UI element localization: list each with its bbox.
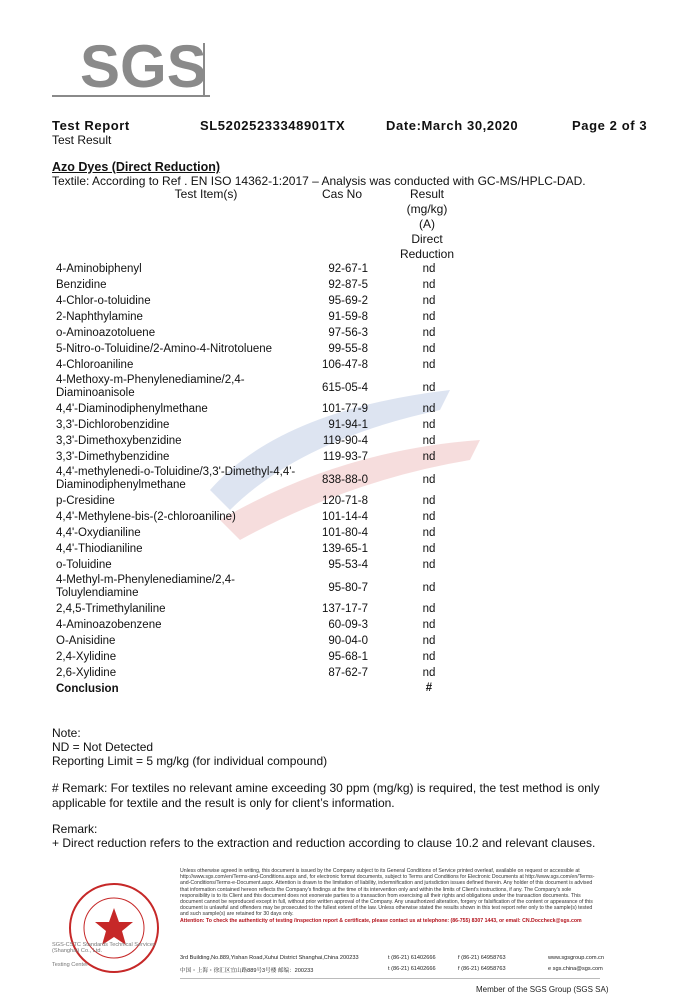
- result-value: nd: [422, 527, 436, 539]
- result-header-line: Result: [409, 187, 444, 201]
- result-value: nd: [422, 619, 436, 631]
- result-header-line: Direct: [411, 232, 443, 246]
- result-value: nd: [422, 474, 436, 486]
- result-value: nd: [422, 359, 436, 371]
- test-item-name: 4-Aminoazobenzene: [56, 619, 162, 631]
- result-value: nd: [422, 582, 436, 594]
- result-header-line: (mg/kg): [406, 202, 448, 216]
- table-row: [56, 374, 476, 402]
- table-row: [56, 402, 476, 418]
- table-row: [56, 510, 476, 526]
- conclusion-value: #: [425, 682, 433, 694]
- test-item-name: 2-Naphthylamine: [56, 311, 143, 323]
- result-value: nd: [422, 419, 436, 431]
- cas-number: 91-94-1: [328, 419, 368, 431]
- table-row: [56, 526, 476, 542]
- cas-number: 119-93-7: [322, 451, 368, 463]
- test-item-name: 4-Aminobiphenyl: [56, 263, 142, 275]
- table-row: [56, 618, 476, 634]
- result-value: nd: [422, 543, 436, 555]
- fax-1: f (86-21) 64958763: [458, 955, 506, 961]
- test-item-name: 4-Chlor-o-toluidine: [56, 295, 151, 307]
- table-row: [56, 466, 476, 494]
- test-item-name: 2,4,5-Trimethylaniline: [56, 603, 166, 615]
- reporting-limit: Reporting Limit = 5 mg/kg (for individual compound): [52, 754, 328, 768]
- test-item-name: 2,6-Xylidine: [56, 667, 117, 679]
- cas-number: 119-90-4: [322, 435, 368, 447]
- results-table: [56, 262, 476, 698]
- result-value: nd: [422, 343, 436, 355]
- cas-number: 95-80-7: [328, 582, 368, 594]
- website: www.sgsgroup.com.cn: [548, 955, 604, 961]
- conclusion-label: Conclusion: [56, 683, 119, 695]
- cas-number: 92-67-1: [328, 263, 368, 275]
- result-value: nd: [422, 435, 436, 447]
- test-item-name: 4,4'-Thiodianiline: [56, 543, 143, 555]
- cas-number: 137-17-7: [321, 603, 368, 615]
- table-row: [56, 418, 476, 434]
- test-item-name: O-Anisidine: [56, 635, 116, 647]
- telephone-1: t (86-21) 61402666: [388, 955, 436, 961]
- cas-number: 838-88-0: [321, 474, 368, 486]
- note-label: Note:: [52, 726, 81, 740]
- cas-number: 60-09-3: [328, 619, 368, 631]
- test-item-name: 5-Nitro-o-Toluidine/2-Amino-4-Nitrotoluene: [56, 343, 273, 355]
- cas-number: 101-77-9: [321, 403, 368, 415]
- test-item-name: o-Toluidine: [56, 559, 112, 571]
- test-item-name: 2,4-Xylidine: [56, 651, 117, 663]
- cas-number: 101-14-4: [321, 511, 368, 523]
- test-item-name: 3,3'-Dimethoxybenzidine: [56, 435, 182, 447]
- result-value: nd: [422, 603, 436, 615]
- result-value: nd: [422, 403, 436, 415]
- disclaimer-text: Unless otherwise agreed in writing, this document is issued by the Company subject to its General Conditions of Service printed overleaf, available on request or accessible at http://www.sgs.com/en/Terms-and-Conditions.aspx and, for electronic format documents, subject to Terms and Conditions for Electronic Documents at http://www.sgs.com/en/Terms-and-Conditions/Terms-e-Document.aspx. Attention is drawn to the limitation of liability, indemnification and jurisdiction issues defined therein. Any holder of this document is advised that information contained hereon reflects the Company's findings at the time of its intervention only and within the limits of Client's instructions, if any. The Company's sole responsibility is to its Client and this document does not exonerate parties to a transaction from exercising all their rights and obligations under the transaction documents. This document cannot be reproduced except in full, without prior written approval of the Company. Any unauthorized alteration, forgery or falsification of the content or appearance of this document is unlawful and offenders may be prosecuted to the fullest extent of the law. Unless otherwise stated the results shown in this test report refer only to the sample(s) tested and such sample(s) are retained for 30 days only.: [180, 868, 595, 918]
- test-item-name: 4,4'-Diaminodiphenylmethane: [56, 403, 208, 415]
- table-row: [56, 494, 476, 510]
- logo-text: SGS: [80, 35, 207, 97]
- column-header-result: [392, 187, 462, 262]
- column-header-item: Test Item(s): [174, 187, 238, 201]
- table-row: [56, 450, 476, 466]
- direct-reduction-remark: + Direct reduction refers to the extraction and reduction according to clause 10.2 and relevant clauses.: [52, 836, 596, 850]
- result-value: nd: [422, 559, 436, 571]
- test-item-name: o-Aminoazotoluene: [56, 327, 156, 339]
- test-report-label: Test Report: [52, 118, 130, 133]
- cas-number: 92-87-5: [328, 279, 368, 291]
- result-header-line: Reduction: [399, 247, 455, 261]
- stamp-testing-center: Testing Center: [52, 962, 89, 968]
- remark-line-1: # Remark: For textiles no relevant amine exceeding 30 ppm (mg/kg) is required, the test method is only: [52, 781, 600, 795]
- test-item-name: 3,3'-Dimethybenzidine: [56, 451, 170, 463]
- result-value: nd: [422, 511, 436, 523]
- cas-number: 95-53-4: [328, 559, 368, 571]
- cas-number: 97-56-3: [328, 327, 368, 339]
- table-row: [56, 574, 476, 602]
- section-title: Azo Dyes (Direct Reduction): [52, 160, 221, 174]
- result-value: nd: [422, 311, 436, 323]
- test-item-name: 3,3'-Dichlorobenzidine: [56, 419, 170, 431]
- cas-number: 95-68-1: [328, 651, 368, 663]
- member-statement: Member of the SGS Group (SGS SA): [476, 985, 609, 994]
- page-indicator: Page 2 of 3: [572, 118, 648, 133]
- cas-number: 99-55-8: [328, 343, 368, 355]
- sgs-logo: [52, 35, 212, 97]
- cas-number: 90-04-0: [328, 635, 368, 647]
- conclusion-row: [56, 682, 476, 698]
- test-item-name: Benzidine: [56, 279, 107, 291]
- table-row: [56, 558, 476, 574]
- test-item-name: 4,4'-Methylene-bis-(2-chloroaniline): [56, 511, 236, 523]
- cas-number: 87-62-7: [328, 667, 368, 679]
- result-header-line: (A): [419, 217, 435, 231]
- footer-divider: [180, 978, 600, 979]
- cas-number: 615-05-4: [321, 382, 368, 394]
- table-row: [56, 262, 476, 278]
- email: e sgs.china@sgs.com: [548, 966, 603, 972]
- remark-label: Remark:: [52, 822, 98, 836]
- nd-definition: ND = Not Detected: [52, 740, 154, 754]
- cas-number: 95-69-2: [328, 295, 368, 307]
- table-row: [56, 342, 476, 358]
- table-row: [56, 650, 476, 666]
- result-value: nd: [422, 382, 436, 394]
- test-item-name: 4-Methoxy-m-Phenylenediamine/2,4-Diaminoanisole: [56, 374, 245, 399]
- table-row: [56, 666, 476, 682]
- result-value: nd: [422, 667, 436, 679]
- table-row: [56, 310, 476, 326]
- table-row: [56, 294, 476, 310]
- method-description: Textile: According to Ref . EN ISO 14362-1:2017 – Analysis was conducted with GC-MS/HPLC-DAD.: [52, 174, 586, 188]
- table-row: [56, 434, 476, 450]
- column-header-cas: Cas No: [321, 187, 362, 201]
- table-row: [56, 542, 476, 558]
- cas-number: 139-65-1: [321, 543, 368, 555]
- table-row: [56, 602, 476, 618]
- footer-disclaimer: [180, 868, 600, 924]
- report-date: Date:March 30,2020: [386, 118, 519, 133]
- table-row: [56, 634, 476, 650]
- table-row: [56, 278, 476, 294]
- cas-number: 106-47-8: [321, 359, 368, 371]
- table-row: [56, 326, 476, 342]
- result-value: nd: [422, 495, 436, 507]
- fax-2: f (86-21) 64958763: [458, 966, 506, 972]
- telephone-2: t (86-21) 61402666: [388, 966, 436, 972]
- test-item-name: 4,4'-Oxydianiline: [56, 527, 141, 539]
- result-value: nd: [422, 263, 436, 275]
- address-en: 3rd Building,No.889,Yishan Road,Xuhui District Shanghai,China 200233: [180, 955, 359, 961]
- cas-number: 91-59-8: [328, 311, 368, 323]
- result-value: nd: [422, 327, 436, 339]
- result-value: nd: [422, 651, 436, 663]
- table-row: [56, 358, 476, 374]
- stamp-company: SGS-CSTC Standards Technical Services (Shanghai) Co., Ltd.: [52, 942, 156, 954]
- test-item-name: p-Cresidine: [56, 495, 115, 507]
- authenticity-notice: Attention: To check the authenticity of testing /inspection report & certificate, please contact us at telephone: (86-755) 8307 1443, or email: CN.Doccheck@sgs.com: [180, 917, 582, 924]
- cas-number: 101-80-4: [321, 527, 368, 539]
- report-number: SL52025233348901TX: [200, 118, 346, 133]
- remark-line-2: applicable for textile and the result is only for client’s information.: [52, 796, 395, 810]
- page-subtitle: Test Result: [52, 133, 112, 147]
- result-value: nd: [422, 451, 436, 463]
- test-item-name: 4-Methyl-m-Phenylenediamine/2,4-Toluylendiamine: [56, 574, 235, 599]
- result-value: nd: [422, 635, 436, 647]
- result-value: nd: [422, 279, 436, 291]
- test-item-name: 4,4'-methylenedi-o-Toluidine/3,3'-Dimethyl-4,4'-Diaminodiphenylmethane: [56, 466, 296, 491]
- address-cn: 中国・上海・徐汇区宜山路889号3号楼 邮编：200233: [180, 968, 314, 974]
- cas-number: 120-71-8: [321, 495, 368, 507]
- test-item-name: 4-Chloroaniline: [56, 359, 134, 371]
- result-value: nd: [422, 295, 436, 307]
